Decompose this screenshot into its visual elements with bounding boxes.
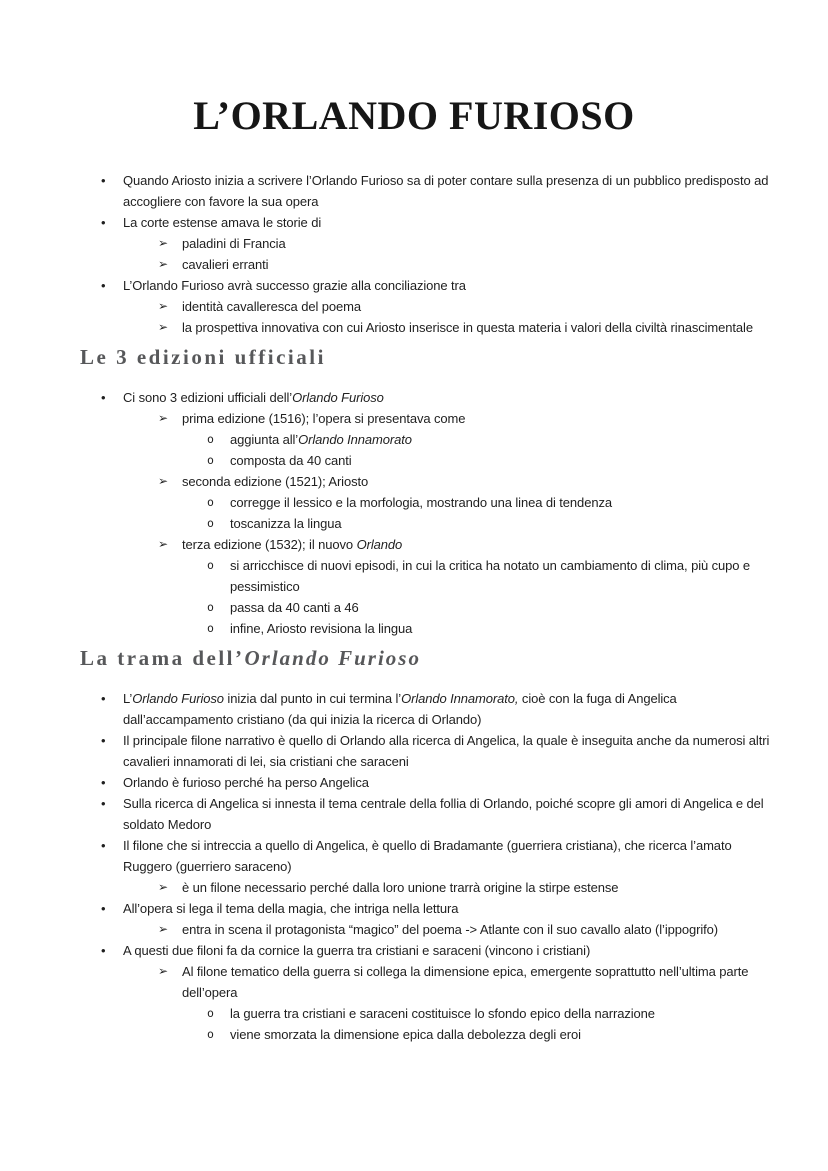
outline-item (80, 492, 771, 513)
text-run: A questi due filoni fa da cornice la guerra tra cristiani e saraceni (vincono i cristiani) (123, 943, 591, 958)
outline-item (80, 1003, 771, 1024)
text-run: Sulla ricerca di Angelica si innesta il tema centrale della follia di Orlando, poiché scopre gli amori di Angelica e del soldato Medoro (123, 796, 764, 832)
item-text (182, 411, 465, 426)
arrow-bullet-icon: ➢ (158, 474, 168, 488)
text-run: Ci sono 3 edizioni ufficiali dell’ (123, 390, 293, 405)
text-run: la prospettiva innovativa con cui Ariosto inserisce in questa materia i valori della civiltà rinascimentale (182, 320, 753, 335)
text-run: L’Orlando Furioso avrà successo grazie alla conciliazione tra (123, 278, 466, 293)
text-run: terza edizione (1532); il nuovo (182, 537, 357, 552)
outline-item (80, 919, 771, 940)
outline-item (80, 317, 771, 338)
arrow-bullet-icon: ➢ (158, 299, 168, 313)
item-text (123, 173, 768, 209)
italic-text-run: Orlando Furioso (132, 691, 224, 706)
item-text (123, 838, 732, 874)
item-text (182, 320, 753, 335)
text-run: aggiunta all’ (230, 432, 299, 447)
text-run: Il filone che si intreccia a quello di Angelica, è quello di Bradamante (guerriera cristiana), che ricerca l’amato Ruggero (guerriero saraceno) (123, 838, 732, 874)
outline-item (80, 1024, 771, 1045)
item-text (230, 621, 412, 636)
circle-bullet-icon: o (207, 621, 214, 635)
text-run: Il principale filone narrativo è quello di Orlando alla ricerca di Angelica, la quale è inseguita anche da numerosi altri cavalieri innamorati di lei, sia cristiani che saraceni (123, 733, 770, 769)
text-run: Quando Ariosto inizia a scrivere l’Orlando Furioso sa di poter contare sulla presenza di un pubblico predisposto ad accogliere con favore la sua opera (123, 173, 769, 209)
arrow-bullet-icon: ➢ (158, 880, 168, 894)
outline-item (80, 233, 771, 254)
item-text (123, 901, 458, 916)
disc-bullet-icon: • (101, 390, 106, 405)
item-text (123, 796, 764, 832)
item-text (230, 558, 750, 594)
outline-item (80, 877, 771, 898)
circle-bullet-icon: o (207, 1027, 214, 1041)
italic-text-run: Orlando Furioso (244, 646, 421, 670)
text-run: L’ (123, 691, 133, 706)
text-run: paladini di Francia (182, 236, 286, 251)
item-text (182, 236, 286, 251)
item-text (123, 278, 466, 293)
text-run: entra in scena il protagonista “magico” del poema -> Atlante con il suo cavallo alato (l’ippogrifo) (182, 922, 719, 937)
item-text (230, 600, 359, 615)
text-run: Le 3 edizioni ufficiali (80, 345, 326, 369)
arrow-bullet-icon: ➢ (158, 922, 168, 936)
italic-text-run: Orlando Innamorato, (401, 691, 519, 706)
text-run: è un filone necessario perché dalla loro unione trarrà origine la stirpe estense (182, 880, 619, 895)
disc-bullet-icon: • (101, 691, 106, 706)
italic-text-run: Orlando Innamorato (298, 432, 412, 447)
outline-item (80, 730, 771, 772)
item-text (123, 215, 321, 230)
item-text (182, 964, 748, 1000)
outline-item (80, 793, 771, 835)
item-text (123, 691, 677, 727)
text-run: si arricchisce di nuovi episodi, in cui la critica ha notato un cambiamento di clima, più cupo e pessimistico (230, 558, 751, 594)
disc-bullet-icon: • (101, 215, 106, 230)
text-run: toscanizza la lingua (230, 516, 342, 531)
text-run: La corte estense amava le storie di (123, 215, 322, 230)
text-run: La trama dell’ (80, 646, 245, 670)
text-run: prima edizione (1516); l’opera si presentava come (182, 411, 466, 426)
item-text (230, 1006, 655, 1021)
outline-item (80, 534, 771, 555)
arrow-bullet-icon: ➢ (158, 964, 168, 978)
outline-item (80, 212, 771, 233)
outline-item (80, 898, 771, 919)
text-run: All’opera si lega il tema della magia, che intriga nella lettura (123, 901, 459, 916)
outline-item (80, 408, 771, 429)
italic-text-run: Orlando (356, 537, 403, 552)
text-run: corregge il lessico e la morfologia, mostrando una linea di tendenza (230, 495, 612, 510)
circle-bullet-icon: o (207, 600, 214, 614)
outline-item (80, 772, 771, 793)
item-text (230, 495, 612, 510)
item-text (230, 1027, 581, 1042)
outline-item (80, 835, 771, 877)
outline-item (80, 940, 771, 961)
outline-item (80, 618, 771, 639)
page-title: L’ORLANDO FURIOSO (193, 93, 635, 138)
item-text (182, 880, 618, 895)
disc-bullet-icon: • (101, 901, 106, 916)
outline-item (80, 961, 771, 1003)
item-text (182, 474, 368, 489)
outline-item (80, 688, 771, 730)
text-run: cioè con la fuga di Angelica dall’accampamento cristiano (da qui inizia la ricerca di Orlando) (123, 691, 677, 727)
item-text (230, 516, 341, 531)
text-run: inizia dal punto in cui termina l’ (223, 691, 402, 706)
item-text (182, 257, 268, 272)
text-run: viene smorzata la dimensione epica dalla debolezza degli eroi (230, 1027, 581, 1042)
outline-item (80, 513, 771, 534)
item-text (123, 943, 590, 958)
section-heading (80, 345, 771, 370)
outline-item (80, 450, 771, 471)
outline-item (80, 296, 771, 317)
text-run: Al filone tematico della guerra si collega la dimensione epica, emergente soprattutto nell’ultima parte dell’opera (182, 964, 749, 1000)
circle-bullet-icon: o (207, 1006, 214, 1020)
item-text (123, 390, 384, 405)
circle-bullet-icon: o (207, 453, 214, 467)
item-text (182, 922, 718, 937)
circle-bullet-icon: o (207, 558, 214, 572)
item-text (182, 299, 361, 314)
arrow-bullet-icon: ➢ (158, 257, 168, 271)
item-text (230, 432, 412, 447)
outline-item (80, 170, 771, 212)
outline-item (80, 429, 771, 450)
disc-bullet-icon: • (101, 733, 106, 748)
item-text (182, 537, 402, 552)
outline-item (80, 275, 771, 296)
disc-bullet-icon: • (101, 775, 106, 790)
outline-item (80, 254, 771, 275)
item-text (123, 733, 769, 769)
text-run: seconda edizione (1521); Ariosto (182, 474, 369, 489)
italic-text-run: Orlando Furioso (292, 390, 384, 405)
text-run: infine, Ariosto revisiona la lingua (230, 621, 413, 636)
text-run: la guerra tra cristiani e saraceni costituisce lo sfondo epico della narrazione (230, 1006, 655, 1021)
disc-bullet-icon: • (101, 796, 106, 811)
arrow-bullet-icon: ➢ (158, 537, 168, 551)
outline-item (80, 597, 771, 618)
disc-bullet-icon: • (101, 838, 106, 853)
disc-bullet-icon: • (101, 173, 106, 188)
outline-item (80, 471, 771, 492)
text-run: Orlando è furioso perché ha perso Angelica (123, 775, 369, 790)
outline-item (80, 387, 771, 408)
disc-bullet-icon: • (101, 943, 106, 958)
section-heading (80, 646, 771, 671)
arrow-bullet-icon: ➢ (158, 320, 168, 334)
disc-bullet-icon: • (101, 278, 106, 293)
text-run: passa da 40 canti a 46 (230, 600, 359, 615)
item-text (123, 775, 369, 790)
text-run: identità cavalleresca del poema (182, 299, 362, 314)
text-run: composta da 40 canti (230, 453, 352, 468)
outline-item (80, 555, 771, 597)
circle-bullet-icon: o (207, 516, 214, 530)
circle-bullet-icon: o (207, 495, 214, 509)
item-text (230, 453, 352, 468)
arrow-bullet-icon: ➢ (158, 236, 168, 250)
text-run: cavalieri erranti (182, 257, 269, 272)
document-content (0, 170, 828, 1045)
arrow-bullet-icon: ➢ (158, 411, 168, 425)
circle-bullet-icon: o (207, 432, 214, 446)
